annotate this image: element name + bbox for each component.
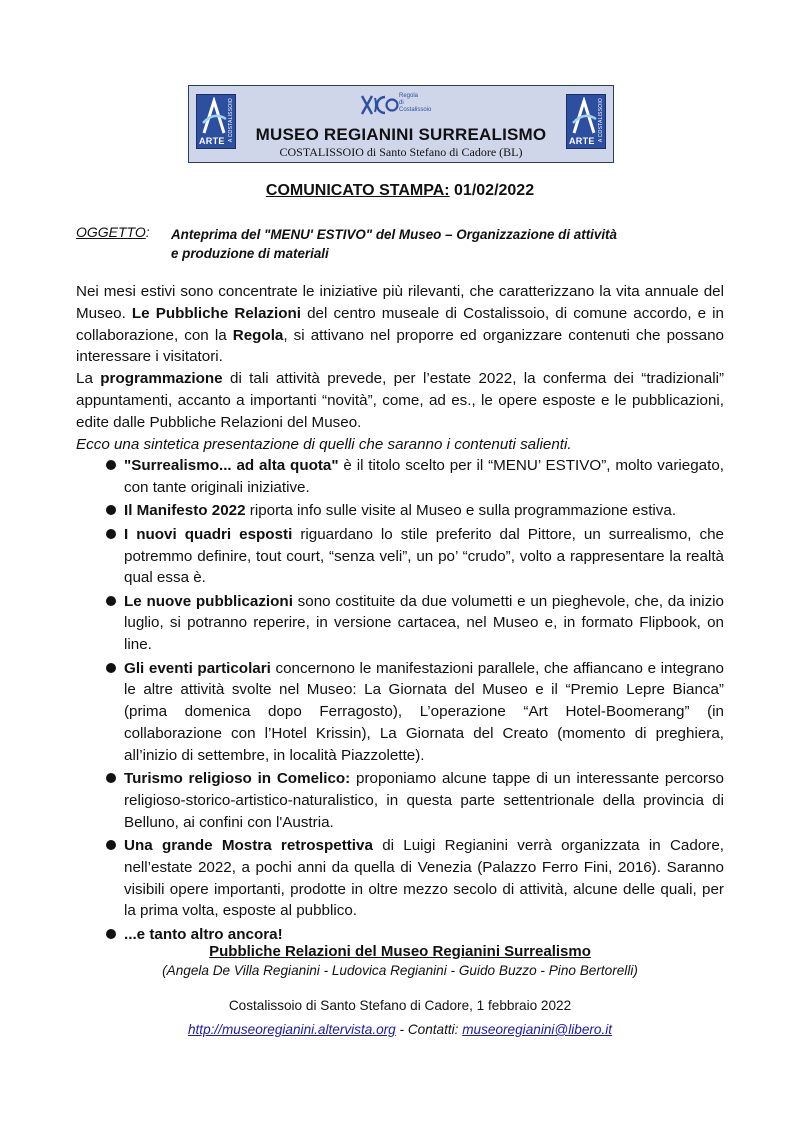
regola-logo-line3: Costalissoio — [399, 107, 432, 113]
list-item-bold: "Surrealismo... ad alta quota" — [124, 457, 339, 475]
footer-place-date: Costalissoio di Santo Stefano di Cadore, 1 febbraio 2022 — [228, 998, 572, 1013]
press-release-label: COMUNICATO STAMPA: — [265, 182, 450, 199]
arte-logo-left-word: ARTE — [199, 136, 225, 146]
bullet-icon — [106, 596, 116, 606]
arte-emblem-icon — [570, 97, 598, 135]
arte-logo-right — [566, 94, 606, 149]
regola-logo-text — [399, 93, 431, 114]
bullet-icon — [106, 663, 116, 673]
paragraph-1-bold-b: Regola — [232, 326, 284, 344]
regola-logo-line2: di — [399, 100, 404, 106]
paragraph-1-text-b: del centro museale di Costalissoio, di comune accordo, e in collaborazione, con la — [76, 304, 724, 344]
bullet-icon — [106, 529, 116, 539]
list-item-bold: Gli eventi particolari — [124, 659, 271, 677]
list-item-bold: Le nuove pubblicazioni — [124, 592, 293, 610]
list-item — [76, 524, 724, 589]
bullet-icon — [106, 505, 116, 515]
list-item — [76, 455, 724, 499]
press-release-date: 01/02/2022 — [449, 182, 535, 199]
paragraph-1-text-c: , si attivano nel proporre ed organizzare contenuti che possano interessare i visitatori. — [76, 326, 724, 366]
press-release-title — [0, 182, 800, 200]
regola-emblem-icon — [359, 92, 399, 118]
subject-text — [171, 225, 691, 263]
list-item-bold: I nuovi quadri esposti — [124, 525, 293, 543]
header-banner — [188, 85, 614, 163]
list-item — [76, 591, 724, 656]
website-link[interactable]: http://museoregianini.altervista.org — [187, 1022, 396, 1037]
paragraph-1 — [76, 281, 724, 368]
subject-label-word: OGGETTO — [76, 224, 146, 240]
paragraph-2-text-a: La — [76, 370, 101, 388]
list-item-text: riporta info sulle visite al Museo e sulla programmazione estiva. — [245, 502, 677, 520]
email-link[interactable]: museoregianini@libero.it — [462, 1022, 613, 1037]
paragraph-2-text-b: di tali attività prevede, per l’estate 2022, la conferma dei “tradizionali” appuntamenti, accanto a importanti “novità”, come, ad es., le opere esposte e le pubblicazioni, edite dalle Pubbliche Relazioni del Museo. — [76, 370, 724, 431]
footer-title: Pubbliche Relazioni del Museo Regianini Surrealismo — [209, 943, 591, 960]
museum-name: MUSEO REGIANINI SURREALISMO — [255, 125, 547, 144]
museum-place: COSTALISSOIO di Santo Stefano di Cadore (BL) — [279, 145, 523, 159]
arte-logo-left-subtitle: A COSTALISSOIO — [228, 98, 234, 143]
footer-links — [0, 1022, 800, 1037]
subject-line-2: e produzione di materiali — [171, 246, 329, 261]
intro-line: Ecco una sintetica presentazione di quelli che saranno i contenuti salienti. — [76, 435, 572, 453]
list-item-bold: Il Manifesto 2022 — [124, 502, 246, 520]
paragraph-2-bold: programmazione — [100, 370, 223, 388]
list-item-text: sono costituite da due volumetti e un pieghevole, che, da inizio luglio, si potranno reperire, in versione cartacea, nel Museo e, in formato Flipbook, on line. — [124, 592, 725, 654]
bullet-icon — [106, 929, 116, 939]
subject-label-colon: : — [145, 224, 150, 240]
subject-line-1: Anteprima del "MENU' ESTIVO" del Museo – Organizzazione di attività — [171, 227, 617, 242]
paragraph-1-text-a: Nei mesi estivi sono concentrate le iniziative più rilevanti, che caratterizzano la vita annuale del Museo. — [76, 283, 724, 322]
list-item-bold: ...e tanto altro ancora! — [124, 925, 283, 943]
list-item — [76, 500, 724, 522]
list-item-bold: Una grande Mostra retrospettiva — [124, 836, 373, 854]
list-item — [76, 835, 724, 922]
highlights-list — [76, 455, 724, 945]
contacts-separator: - Contatti: — [395, 1022, 463, 1037]
arte-logo-right-subtitle: A COSTALISSOIO — [598, 98, 604, 143]
list-item — [76, 658, 724, 767]
list-item-text: riguardano lo stile preferito dal Pittore, un surrealismo, che potremmo definire, tout court, “senza veli”, un po’ “crudo”, volto a rappresentare la realtà qual essa è. — [124, 525, 724, 587]
paragraph-2 — [76, 368, 724, 433]
list-item-text: concernono le manifestazioni parallele, che affiancano e integrano le altre attività svolte nel Museo: La Giornata del Museo e il “Premio Lepre Bianca” (prima domenica dopo Ferragosto), L’operazione “Art Hotel-Boomerang” (in collaborazione con l’Hotel Krissin), La Giornata del Creato (momento di preghiera, all’inizio di settembre, in località Piazzolette). — [124, 659, 724, 764]
subject-label — [76, 224, 150, 240]
bullet-icon — [106, 460, 116, 470]
list-item-bold: Turismo religioso in Comelico: — [124, 770, 351, 788]
list-item-text: di Luigi Regianini verrà organizzata in Cadore, nell’estate 2022, a pochi anni da quella di Venezia (Palazzo Ferro Fini, 2016). Saranno visibili opere importanti, prodotte in oltre mezzo secolo di attività, alcune delle quali, per la prima volta, esposte al pubblico. — [124, 836, 724, 920]
arte-logo-right-word: ARTE — [569, 136, 595, 146]
list-item-text: è il titolo scelto per il “MENU’ ESTIVO”, molto variegato, con tante originali iniziative. — [124, 457, 724, 497]
regola-logo-line1: Regola — [399, 93, 419, 99]
regola-logo — [359, 92, 449, 122]
bullet-icon — [106, 840, 116, 850]
footer-names: (Angela De Villa Regianini - Ludovica Regianini - Guido Buzzo - Pino Bertorelli) — [162, 963, 638, 978]
body-text — [76, 281, 724, 947]
list-item — [76, 768, 724, 833]
paragraph-1-bold-a: Le Pubbliche Relazioni — [131, 304, 302, 322]
bullet-icon — [106, 773, 116, 783]
list-item-text: proponiamo alcune tappe di un interessante percorso religioso-storico-artistico-naturalistico, in questa parte settentrionale della provincia di Belluno, ai confini con l'Austria. — [124, 770, 725, 831]
